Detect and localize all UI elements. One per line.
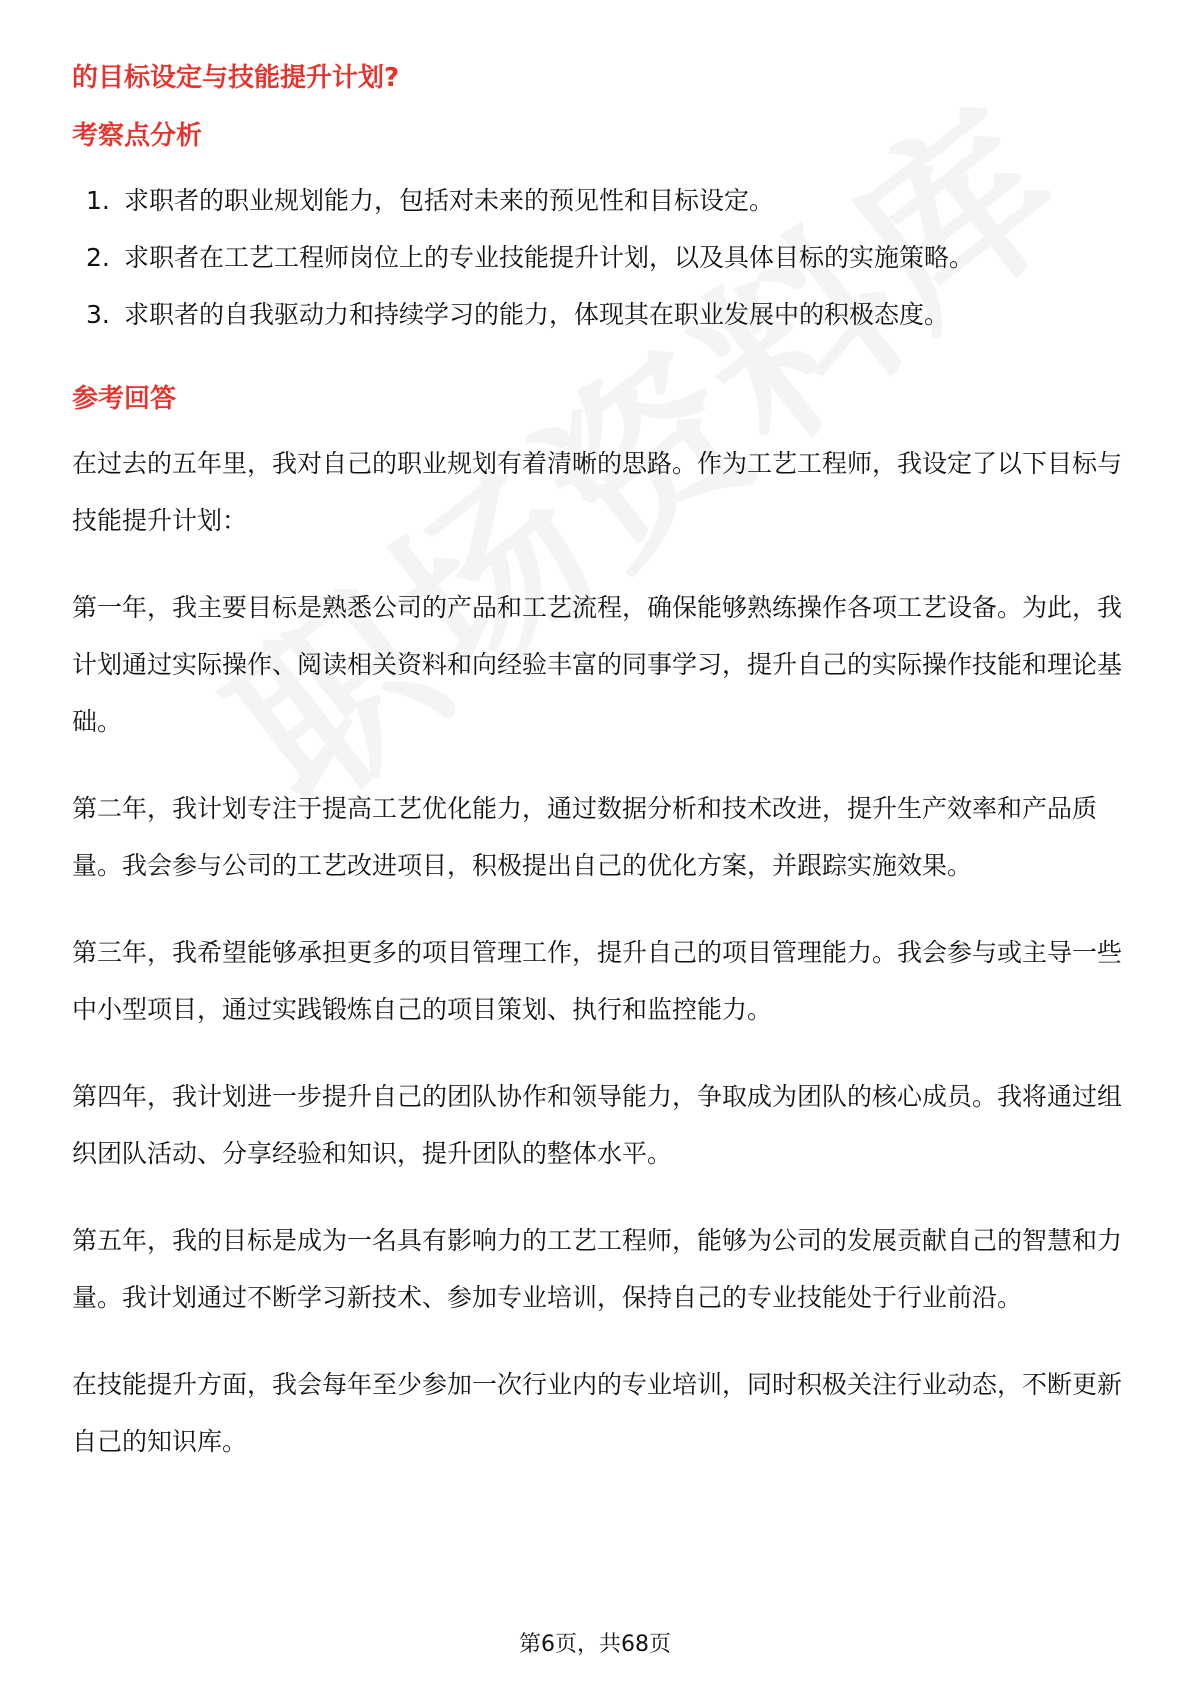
list-item <box>86 172 1122 229</box>
analysis-heading: 考察点分析 <box>72 121 203 151</box>
list-item-number: 3. <box>86 300 110 329</box>
page-number: 第6页，共68页 <box>519 1632 671 1657</box>
answer-heading: 参考回答 <box>72 384 177 414</box>
answer-paragraph: 在过去的五年里，我对自己的职业规划有着清晰的思路。作为工艺工程师，我设定了以下目标与技能提升计划： <box>72 449 1123 535</box>
answer-paragraph: 在技能提升方面，我会每年至少参加一次行业内的专业培训，同时积极关注行业动态，不断更新自己的知识库。 <box>72 1370 1123 1456</box>
list-item <box>86 286 1122 343</box>
list-item-text: 求职者的自我驱动力和持续学习的能力，体现其在职业发展中的积极态度。 <box>124 300 950 329</box>
analysis-list <box>72 172 1122 343</box>
page-title: 的目标设定与技能提升计划? <box>72 63 400 93</box>
list-item-number: 1. <box>86 186 110 215</box>
answer-paragraph: 第五年，我的目标是成为一名具有影响力的工艺工程师，能够为公司的发展贡献自己的智慧和力量。我计划通过不断学习新技术、参加专业培训，保持自己的专业技能处于行业前沿。 <box>72 1226 1123 1312</box>
answer-paragraph: 第四年，我计划进一步提升自己的团队协作和领导能力，争取成为团队的核心成员。我将通过组织团队活动、分享经验和知识，提升团队的整体水平。 <box>72 1082 1123 1168</box>
list-item-text: 求职者的职业规划能力，包括对未来的预见性和目标设定。 <box>124 186 775 215</box>
answer-paragraph: 第二年，我计划专注于提高工艺优化能力，通过数据分析和技术改进，提升生产效率和产品质量。我会参与公司的工艺改进项目，积极提出自己的优化方案，并跟踪实施效果。 <box>72 794 1098 880</box>
list-item-number: 2. <box>86 243 110 272</box>
list-item-text: 求职者在工艺工程师岗位上的专业技能提升计划，以及具体目标的实施策略。 <box>124 243 975 272</box>
page-content <box>72 58 1122 1500</box>
list-item <box>86 229 1122 286</box>
answer-paragraph: 第三年，我希望能够承担更多的项目管理工作，提升自己的项目管理能力。我会参与或主导一些中小型项目，通过实践锻炼自己的项目策划、执行和监控能力。 <box>72 938 1123 1024</box>
answer-paragraph: 第一年，我主要目标是熟悉公司的产品和工艺流程，确保能够熟练操作各项工艺设备。为此，我计划通过实际操作、阅读相关资料和向经验丰富的同事学习，提升自己的实际操作技能和理论基础。 <box>72 593 1123 736</box>
